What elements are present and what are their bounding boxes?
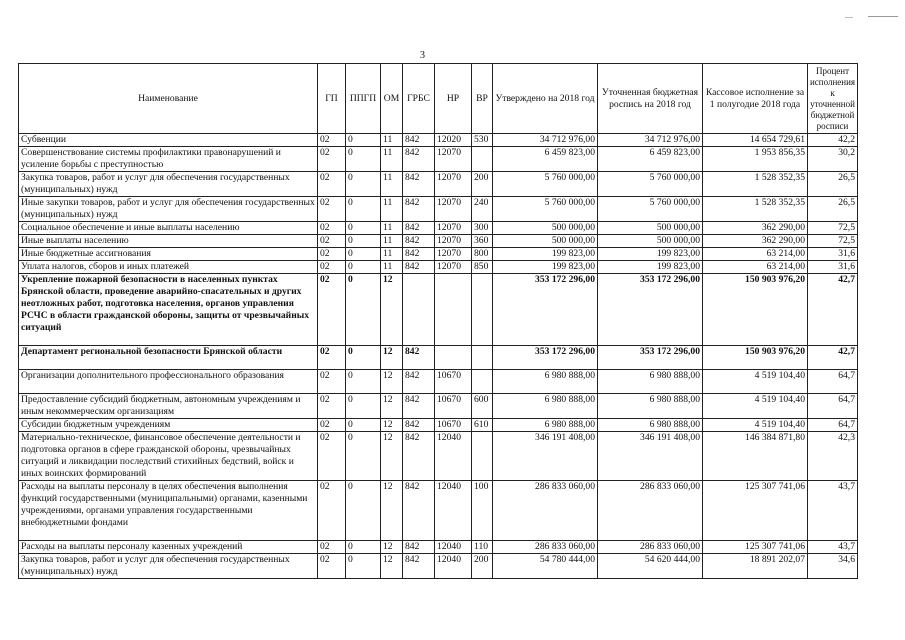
row-ppgp: 0 [346,370,381,394]
row-approved: 6 980 888,00 [493,394,598,419]
page-number: 3 [420,50,425,61]
row-revised: 346 191 408,00 [598,432,703,481]
row-executed: 146 384 871,80 [703,432,808,481]
row-nr: 12070 [435,147,472,172]
row-approved: 6 459 823,00 [493,147,598,172]
row-name: Организации дополнительного профессионального образования [19,370,318,394]
row-vr: 300 [472,222,493,235]
row-om: 12 [381,432,403,481]
row-executed: 125 307 741,06 [703,541,808,554]
row-percent: 64,7 [808,419,858,432]
table-row [19,481,858,541]
row-gp: 02 [318,235,346,248]
row-grbs: 842 [403,222,435,235]
row-executed: 4 519 104,40 [703,370,808,394]
row-ppgp: 0 [346,172,381,197]
row-ppgp: 0 [346,541,381,554]
row-vr [472,147,493,172]
row-grbs: 842 [403,394,435,419]
row-percent: 34,6 [808,554,858,579]
row-om: 11 [381,147,403,172]
row-name: Субвенции [19,134,318,147]
row-ppgp: 0 [346,346,381,370]
row-name: Субсидии бюджетным учреждениям [19,419,318,432]
row-grbs: 842 [403,370,435,394]
row-om: 11 [381,134,403,147]
row-nr: 12070 [435,197,472,222]
row-gp: 02 [318,274,346,346]
row-approved: 286 833 060,00 [493,481,598,541]
row-name: Социальное обеспечение и иные выплаты населению [19,222,318,235]
row-gp: 02 [318,432,346,481]
row-nr: 12040 [435,554,472,579]
table-row [19,432,858,481]
row-percent: 72,5 [808,235,858,248]
row-om: 11 [381,222,403,235]
row-percent: 31,6 [808,261,858,274]
column-header: ГП [318,64,346,134]
row-approved: 500 000,00 [493,235,598,248]
row-ppgp: 0 [346,432,381,481]
row-om: 12 [381,554,403,579]
row-nr [435,346,472,370]
row-nr: 10670 [435,394,472,419]
row-name: Департамент региональной безопасности Брянской области [19,346,318,370]
budget-table [18,63,858,579]
row-ppgp: 0 [346,147,381,172]
row-name: Укрепление пожарной безопасности в населенных пунктах Брянской области, проведение аварийно-спасательных и других неотложных работ, подготовка населения, органов управления РСЧС в области гражданской обороны, защиты от чрезвычайных ситуаций [19,274,318,346]
row-grbs: 842 [403,197,435,222]
row-revised: 500 000,00 [598,222,703,235]
row-percent: 64,7 [808,370,858,394]
row-executed: 362 290,00 [703,222,808,235]
row-gp: 02 [318,346,346,370]
row-gp: 02 [318,481,346,541]
row-percent: 42,7 [808,346,858,370]
row-grbs: 842 [403,554,435,579]
row-approved: 5 760 000,00 [493,197,598,222]
column-header: ОМ [381,64,403,134]
table-row [19,346,858,370]
row-name: Материально-техническое, финансовое обеспечение деятельности и подготовка органов в сфере гражданской обороны, чрезвычайных ситуаций и ликвидации последствий стихийных бедствий, войск и иных воинских формирований [19,432,318,481]
row-percent: 43,7 [808,481,858,541]
column-header: Утверждено на 2018 год [493,64,598,134]
row-percent: 31,6 [808,248,858,261]
table-row [19,370,858,394]
row-approved: 6 980 888,00 [493,370,598,394]
row-executed: 1 528 352,35 [703,197,808,222]
row-gp: 02 [318,541,346,554]
row-nr: 12040 [435,541,472,554]
row-executed: 1 528 352,35 [703,172,808,197]
row-grbs: 842 [403,481,435,541]
row-percent: 42,2 [808,134,858,147]
row-executed: 150 903 976,20 [703,274,808,346]
row-name: Закупка товаров, работ и услуг для обеспечения государственных (муниципальных) нужд [19,554,318,579]
row-nr: 10670 [435,370,472,394]
row-grbs [403,274,435,346]
row-revised: 199 823,00 [598,248,703,261]
row-ppgp: 0 [346,222,381,235]
row-revised: 6 980 888,00 [598,394,703,419]
row-om: 11 [381,261,403,274]
row-gp: 02 [318,394,346,419]
row-gp: 02 [318,147,346,172]
row-vr: 200 [472,554,493,579]
row-om: 12 [381,541,403,554]
row-om: 11 [381,235,403,248]
row-approved: 5 760 000,00 [493,172,598,197]
row-revised: 5 760 000,00 [598,197,703,222]
row-revised: 5 760 000,00 [598,172,703,197]
row-nr: 10670 [435,419,472,432]
table-row [19,134,858,147]
row-ppgp: 0 [346,274,381,346]
row-om: 12 [381,419,403,432]
table-row [19,197,858,222]
row-percent: 42,3 [808,432,858,481]
table-row [19,248,858,261]
row-gp: 02 [318,172,346,197]
row-ppgp: 0 [346,554,381,579]
row-grbs: 842 [403,134,435,147]
row-executed: 1 953 856,35 [703,147,808,172]
row-vr [472,274,493,346]
row-grbs: 842 [403,172,435,197]
row-approved: 6 980 888,00 [493,419,598,432]
scan-mark [845,17,853,18]
row-vr: 800 [472,248,493,261]
table-row [19,261,858,274]
row-vr: 610 [472,419,493,432]
row-approved: 199 823,00 [493,248,598,261]
row-ppgp: 0 [346,134,381,147]
row-executed: 125 307 741,06 [703,481,808,541]
table-row [19,274,858,346]
row-ppgp: 0 [346,394,381,419]
row-revised: 286 833 060,00 [598,541,703,554]
row-approved: 353 172 296,00 [493,274,598,346]
row-gp: 02 [318,554,346,579]
column-header: Наименование [19,64,318,134]
row-grbs: 842 [403,261,435,274]
row-gp: 02 [318,261,346,274]
row-revised: 6 459 823,00 [598,147,703,172]
row-revised: 286 833 060,00 [598,481,703,541]
row-vr: 360 [472,235,493,248]
row-approved: 199 823,00 [493,261,598,274]
row-name: Иные выплаты населению [19,235,318,248]
row-ppgp: 0 [346,419,381,432]
row-grbs: 842 [403,147,435,172]
row-name: Расходы на выплаты персоналу в целях обеспечения выполнения функций государственными (муниципальными) органами, казенными учреждениями, органами управления государственными внебюджетными фондами [19,481,318,541]
row-approved: 286 833 060,00 [493,541,598,554]
row-vr: 530 [472,134,493,147]
row-om: 12 [381,394,403,419]
row-vr: 200 [472,172,493,197]
row-name: Предоставление субсидий бюджетным, автономным учреждениям и иным некоммерческим организациям [19,394,318,419]
row-gp: 02 [318,370,346,394]
row-executed: 150 903 976,20 [703,346,808,370]
row-om: 11 [381,197,403,222]
row-revised: 54 620 444,00 [598,554,703,579]
row-percent: 42,7 [808,274,858,346]
row-nr: 12040 [435,432,472,481]
table-row [19,172,858,197]
column-header: ППГП [346,64,381,134]
row-executed: 4 519 104,40 [703,419,808,432]
row-name: Закупка товаров, работ и услуг для обеспечения государственных (муниципальных) нужд [19,172,318,197]
row-ppgp: 0 [346,248,381,261]
row-gp: 02 [318,134,346,147]
row-grbs: 842 [403,432,435,481]
row-name: Совершенствование системы профилактики правонарушений и усиление борьбы с преступностью [19,147,318,172]
row-approved: 500 000,00 [493,222,598,235]
table-row [19,554,858,579]
row-om: 11 [381,172,403,197]
row-ppgp: 0 [346,235,381,248]
row-om: 12 [381,274,403,346]
table-row [19,394,858,419]
row-vr [472,346,493,370]
row-grbs: 842 [403,541,435,554]
row-gp: 02 [318,248,346,261]
row-percent: 30,2 [808,147,858,172]
row-percent: 72,5 [808,222,858,235]
row-om: 12 [381,370,403,394]
row-vr: 110 [472,541,493,554]
row-executed: 63 214,00 [703,261,808,274]
row-vr: 100 [472,481,493,541]
table-row [19,419,858,432]
row-percent: 26,5 [808,197,858,222]
row-nr: 12070 [435,222,472,235]
row-nr: 12070 [435,261,472,274]
row-vr [472,370,493,394]
scan-mark [868,16,898,17]
row-vr: 850 [472,261,493,274]
row-om: 11 [381,248,403,261]
row-grbs: 842 [403,346,435,370]
row-approved: 54 780 444,00 [493,554,598,579]
row-percent: 43,7 [808,541,858,554]
row-grbs: 842 [403,419,435,432]
row-ppgp: 0 [346,481,381,541]
row-executed: 14 654 729,61 [703,134,808,147]
column-header: ВР [472,64,493,134]
row-grbs: 842 [403,235,435,248]
column-header: Кассовое исполнение за 1 полугодие 2018 года [703,64,808,134]
row-nr: 12040 [435,481,472,541]
row-revised: 6 980 888,00 [598,419,703,432]
row-percent: 64,7 [808,394,858,419]
row-percent: 26,5 [808,172,858,197]
row-vr: 600 [472,394,493,419]
row-approved: 346 191 408,00 [493,432,598,481]
column-header: ГРБС [403,64,435,134]
row-gp: 02 [318,222,346,235]
row-om: 12 [381,481,403,541]
row-executed: 4 519 104,40 [703,394,808,419]
row-gp: 02 [318,197,346,222]
row-name: Иные закупки товаров, работ и услуг для обеспечения государственных (муниципальных) нужд [19,197,318,222]
row-ppgp: 0 [346,261,381,274]
row-executed: 18 891 202,07 [703,554,808,579]
row-revised: 6 980 888,00 [598,370,703,394]
row-revised: 199 823,00 [598,261,703,274]
row-revised: 353 172 296,00 [598,346,703,370]
column-header: НР [435,64,472,134]
row-revised: 353 172 296,00 [598,274,703,346]
table-row [19,235,858,248]
row-revised: 34 712 976,00 [598,134,703,147]
row-gp: 02 [318,419,346,432]
row-name: Иные бюджетные ассигнования [19,248,318,261]
row-nr [435,274,472,346]
column-header: Процент исполнения к уточненной бюджетной росписи [808,64,858,134]
row-nr: 12070 [435,235,472,248]
row-vr [472,432,493,481]
table-header-row [19,64,858,134]
row-vr: 240 [472,197,493,222]
row-om: 12 [381,346,403,370]
row-revised: 500 000,00 [598,235,703,248]
row-grbs: 842 [403,248,435,261]
row-approved: 353 172 296,00 [493,346,598,370]
row-executed: 63 214,00 [703,248,808,261]
row-nr: 12070 [435,248,472,261]
table-row [19,222,858,235]
row-nr: 12070 [435,172,472,197]
row-name: Уплата налогов, сборов и иных платежей [19,261,318,274]
table-row [19,147,858,172]
table-row [19,541,858,554]
row-executed: 362 290,00 [703,235,808,248]
row-nr: 12020 [435,134,472,147]
row-approved: 34 712 976,00 [493,134,598,147]
row-ppgp: 0 [346,197,381,222]
row-name: Расходы на выплаты персоналу казенных учреждений [19,541,318,554]
column-header: Уточненная бюджетная роспись на 2018 год [598,64,703,134]
